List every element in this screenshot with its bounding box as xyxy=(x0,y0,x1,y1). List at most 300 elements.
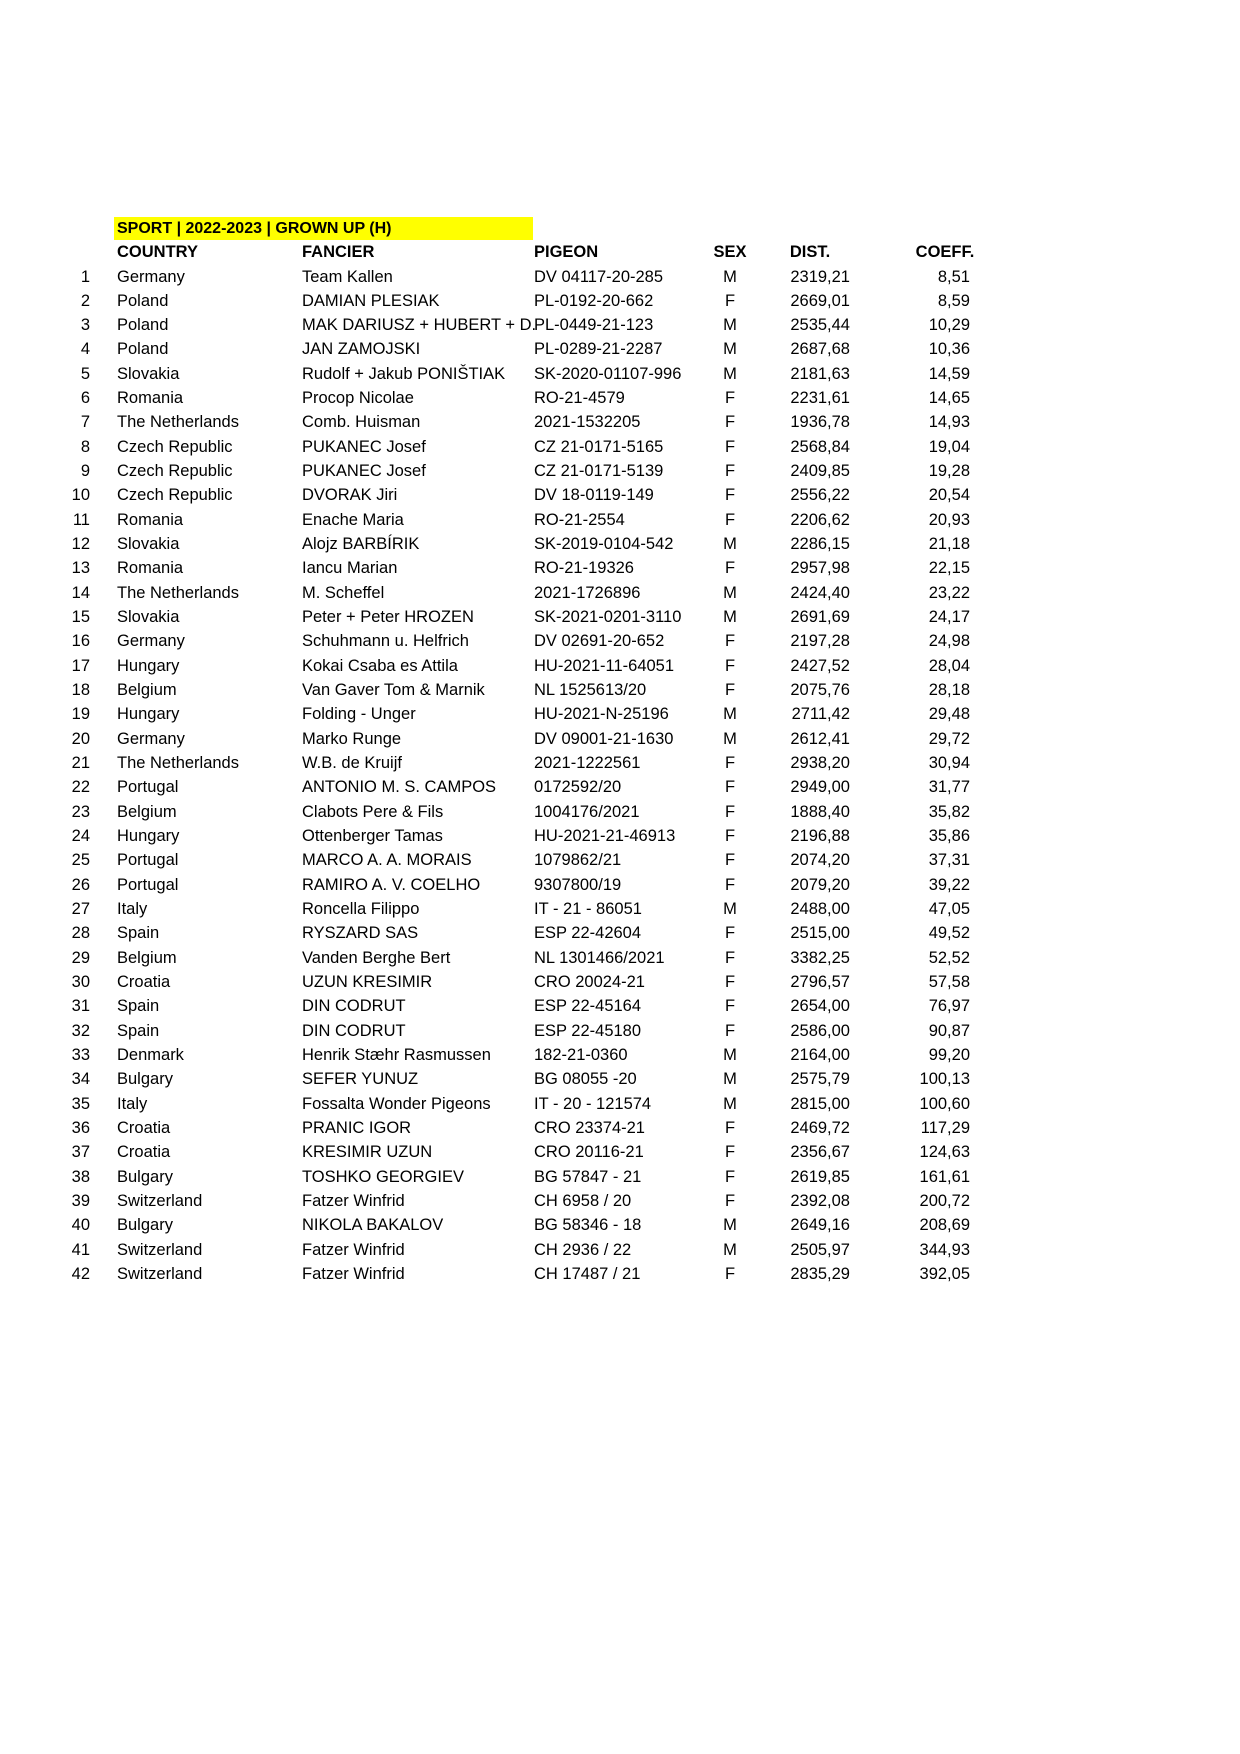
sex-cell: F xyxy=(724,754,736,773)
fancier-cell: Fatzer Winfrid xyxy=(302,1240,405,1259)
dist-cell: 2649,16 xyxy=(790,1216,850,1235)
sex-cell: F xyxy=(724,1143,736,1162)
fancier-cell: DVORAK Jiri xyxy=(302,486,398,505)
dist-cell: 2206,62 xyxy=(790,510,850,529)
sex-cell: F xyxy=(724,997,736,1016)
fancier-cell: UZUN KRESIMIR xyxy=(302,973,433,992)
table-row xyxy=(0,1213,1240,1237)
country-cell: Croatia xyxy=(117,1143,171,1162)
fancier-cell: DIN CODRUT xyxy=(302,1021,406,1040)
rank-cell: 20 xyxy=(71,729,90,748)
sex-cell: F xyxy=(724,851,736,870)
dist-cell: 2181,63 xyxy=(790,364,850,383)
fancier-cell: Alojz BARBÍRIK xyxy=(302,535,420,554)
header-pigeon: PIGEON xyxy=(534,243,599,261)
fancier-cell: Marko Runge xyxy=(302,729,402,748)
coeff-cell: 22,15 xyxy=(928,559,970,578)
fancier-cell: DIN CODRUT xyxy=(302,997,406,1016)
country-cell: The Netherlands xyxy=(117,754,239,773)
sex-cell: M xyxy=(723,1094,737,1113)
rank-cell: 19 xyxy=(71,705,90,724)
pigeon-cell: 0172592/20 xyxy=(534,778,622,797)
sex-cell: M xyxy=(723,608,737,627)
pigeon-cell: DV 02691-20-652 xyxy=(534,632,665,651)
rank-cell: 27 xyxy=(71,900,90,919)
fancier-cell: RYSZARD SAS xyxy=(302,924,419,943)
dist-cell: 2427,52 xyxy=(790,656,850,675)
pigeon-cell: CRO 20024-21 xyxy=(534,973,645,992)
table-row xyxy=(0,921,1240,945)
fancier-cell: Fatzer Winfrid xyxy=(302,1192,405,1211)
rank-cell: 18 xyxy=(71,681,90,700)
fancier-cell: Team Kallen xyxy=(302,267,393,286)
country-cell: Italy xyxy=(117,1094,148,1113)
rank-cell: 11 xyxy=(72,510,90,529)
table-row xyxy=(0,1043,1240,1067)
dist-cell: 2612,41 xyxy=(790,729,850,748)
country-cell: Belgium xyxy=(117,681,177,700)
sex-cell: F xyxy=(724,1119,736,1138)
coeff-cell: 100,13 xyxy=(919,1070,970,1089)
pigeon-cell: NL 1525613/20 xyxy=(534,681,647,700)
country-cell: Croatia xyxy=(117,973,171,992)
rank-cell: 10 xyxy=(71,486,90,505)
country-cell: Czech Republic xyxy=(117,462,233,481)
table-header xyxy=(0,240,1240,264)
rank-cell: 41 xyxy=(71,1240,90,1259)
header-coeff: COEFF. xyxy=(915,243,975,261)
fancier-cell: Fossalta Wonder Pigeons xyxy=(302,1094,491,1113)
rank-cell: 8 xyxy=(80,437,90,456)
pigeon-cell: IT - 21 - 86051 xyxy=(534,900,642,919)
country-cell: Italy xyxy=(117,900,148,919)
country-cell: Slovakia xyxy=(117,364,180,383)
rank-cell: 30 xyxy=(71,973,90,992)
rank-cell: 2 xyxy=(80,291,90,310)
coeff-cell: 30,94 xyxy=(928,754,970,773)
dist-cell: 2469,72 xyxy=(790,1119,850,1138)
coeff-cell: 392,05 xyxy=(919,1265,970,1284)
sex-cell: F xyxy=(724,291,736,310)
coeff-cell: 29,72 xyxy=(928,729,970,748)
sex-cell: F xyxy=(724,1021,736,1040)
country-cell: Czech Republic xyxy=(117,486,233,505)
fancier-cell: Van Gaver Tom & Marnik xyxy=(302,681,485,700)
pigeon-cell: RO-21-4579 xyxy=(534,389,625,408)
sex-cell: F xyxy=(724,510,736,529)
header-dist: DIST. xyxy=(789,243,831,261)
pigeon-cell: PL-0289-21-2287 xyxy=(534,340,663,359)
pigeon-cell: PL-0449-21-123 xyxy=(534,316,654,335)
pigeon-cell: BG 58346 - 18 xyxy=(534,1216,642,1235)
rank-cell: 37 xyxy=(71,1143,90,1162)
table-row xyxy=(0,508,1240,532)
sex-cell: M xyxy=(723,1216,737,1235)
dist-cell: 2488,00 xyxy=(790,900,850,919)
table-row xyxy=(0,1189,1240,1213)
pigeon-cell: IT - 20 - 121574 xyxy=(534,1094,652,1113)
rank-cell: 21 xyxy=(71,754,90,773)
dist-cell: 2286,15 xyxy=(790,535,850,554)
country-cell: Portugal xyxy=(117,778,179,797)
rank-cell: 12 xyxy=(71,535,90,554)
pigeon-cell: ESP 22-45164 xyxy=(534,997,642,1016)
country-cell: Hungary xyxy=(117,705,180,724)
table-row xyxy=(0,289,1240,313)
table-row xyxy=(0,337,1240,361)
table-row xyxy=(0,873,1240,897)
sex-cell: F xyxy=(724,413,736,432)
table-row xyxy=(0,848,1240,872)
pigeon-cell: BG 57847 - 21 xyxy=(534,1167,642,1186)
table-row xyxy=(0,605,1240,629)
table-row xyxy=(0,702,1240,726)
rank-cell: 26 xyxy=(71,875,90,894)
country-cell: Hungary xyxy=(117,827,180,846)
table-row xyxy=(0,532,1240,556)
pigeon-cell: SK-2020-01107-996 xyxy=(534,364,682,383)
country-cell: Portugal xyxy=(117,875,179,894)
rank-cell: 25 xyxy=(71,851,90,870)
coeff-cell: 10,29 xyxy=(928,316,970,335)
coeff-cell: 19,04 xyxy=(928,437,970,456)
coeff-cell: 200,72 xyxy=(919,1192,970,1211)
dist-cell: 2687,68 xyxy=(790,340,850,359)
country-cell: Poland xyxy=(117,316,169,335)
rank-cell: 31 xyxy=(71,997,90,1016)
pigeon-cell: HU-2021-21-46913 xyxy=(534,827,676,846)
country-cell: Spain xyxy=(117,924,160,943)
country-cell: Germany xyxy=(117,267,185,286)
dist-cell: 2515,00 xyxy=(790,924,850,943)
coeff-cell: 39,22 xyxy=(928,875,970,894)
pigeon-cell: DV 09001-21-1630 xyxy=(534,729,674,748)
country-cell: Switzerland xyxy=(117,1265,203,1284)
coeff-cell: 47,05 xyxy=(928,900,970,919)
pigeon-cell: BG 08055 -20 xyxy=(534,1070,637,1089)
pigeon-cell: HU-2021-N-25196 xyxy=(534,705,669,724)
fancier-cell: RAMIRO A. V. COELHO xyxy=(302,875,481,894)
country-cell: Slovakia xyxy=(117,535,180,554)
dist-cell: 2654,00 xyxy=(790,997,850,1016)
coeff-cell: 23,22 xyxy=(928,583,970,602)
sex-cell: M xyxy=(723,1046,737,1065)
dist-cell: 2164,00 xyxy=(790,1046,850,1065)
sex-cell: M xyxy=(723,583,737,602)
sex-cell: F xyxy=(724,948,736,967)
country-cell: Spain xyxy=(117,1021,160,1040)
pigeon-cell: CRO 23374-21 xyxy=(534,1119,645,1138)
dist-cell: 2691,69 xyxy=(790,608,850,627)
coeff-cell: 24,17 xyxy=(928,608,970,627)
sex-cell: F xyxy=(724,875,736,894)
rank-cell: 34 xyxy=(71,1070,90,1089)
table-row xyxy=(0,654,1240,678)
table-row xyxy=(0,775,1240,799)
pigeon-cell: NL 1301466/2021 xyxy=(534,948,665,967)
rank-cell: 36 xyxy=(71,1119,90,1138)
dist-cell: 2196,88 xyxy=(790,827,850,846)
country-cell: Belgium xyxy=(117,802,177,821)
dist-cell: 3382,25 xyxy=(790,948,850,967)
table-row xyxy=(0,1019,1240,1043)
fancier-cell: SEFER YUNUZ xyxy=(302,1070,419,1089)
country-cell: Switzerland xyxy=(117,1192,203,1211)
dist-cell: 2074,20 xyxy=(790,851,850,870)
coeff-cell: 37,31 xyxy=(928,851,970,870)
rank-cell: 22 xyxy=(71,778,90,797)
country-cell: The Netherlands xyxy=(117,583,239,602)
table-row xyxy=(0,897,1240,921)
header-fancier: FANCIER xyxy=(302,243,375,261)
coeff-cell: 90,87 xyxy=(928,1021,970,1040)
pigeon-cell: 2021-1222561 xyxy=(534,754,641,773)
rank-cell: 6 xyxy=(80,389,90,408)
table-row xyxy=(0,751,1240,775)
rank-cell: 16 xyxy=(71,632,90,651)
pigeon-cell: 2021-1726896 xyxy=(534,583,641,602)
country-cell: Romania xyxy=(117,559,184,578)
dist-cell: 2535,44 xyxy=(790,316,850,335)
coeff-cell: 35,86 xyxy=(928,827,970,846)
pigeon-cell: CH 6958 / 20 xyxy=(534,1192,632,1211)
sex-cell: M xyxy=(723,535,737,554)
table-row xyxy=(0,313,1240,337)
fancier-cell: Peter + Peter HROZEN xyxy=(302,608,474,627)
table-row xyxy=(0,1238,1240,1262)
pigeon-cell: ESP 22-42604 xyxy=(534,924,642,943)
sex-cell: F xyxy=(724,437,736,456)
sex-cell: M xyxy=(723,729,737,748)
rank-cell: 40 xyxy=(71,1216,90,1235)
country-cell: Germany xyxy=(117,632,185,651)
fancier-cell: PUKANEC Josef xyxy=(302,437,426,456)
dist-cell: 2949,00 xyxy=(790,778,850,797)
table-row xyxy=(0,727,1240,751)
fancier-cell: JAN ZAMOJSKI xyxy=(302,340,421,359)
pigeon-cell: SK-2019-0104-542 xyxy=(534,535,674,554)
table-row xyxy=(0,1262,1240,1286)
table-row xyxy=(0,1140,1240,1164)
table-row xyxy=(0,629,1240,653)
fancier-cell: MARCO A. A. MORAIS xyxy=(302,851,472,870)
country-cell: Bulgary xyxy=(117,1216,173,1235)
country-cell: Germany xyxy=(117,729,185,748)
sex-cell: F xyxy=(724,802,736,821)
pigeon-cell: RO-21-2554 xyxy=(534,510,625,529)
table-row xyxy=(0,824,1240,848)
coeff-cell: 14,93 xyxy=(928,413,970,432)
fancier-cell: MAK DARIUSZ + HUBERT + D. xyxy=(302,316,537,335)
fancier-cell: KRESIMIR UZUN xyxy=(302,1143,433,1162)
dist-cell: 2356,67 xyxy=(790,1143,850,1162)
pigeon-cell: CZ 21-0171-5139 xyxy=(534,462,664,481)
coeff-cell: 117,29 xyxy=(920,1119,970,1138)
fancier-cell: Kokai Csaba es Attila xyxy=(302,656,458,675)
country-cell: Romania xyxy=(117,389,184,408)
header-sex: SEX xyxy=(713,243,747,261)
country-cell: Poland xyxy=(117,340,169,359)
dist-cell: 2505,97 xyxy=(790,1240,850,1259)
sex-cell: M xyxy=(723,900,737,919)
sex-cell: F xyxy=(724,1265,736,1284)
pigeon-cell: HU-2021-11-64051 xyxy=(534,656,675,675)
table-row xyxy=(0,1116,1240,1140)
dist-cell: 2575,79 xyxy=(790,1070,850,1089)
sex-cell: M xyxy=(723,1070,737,1089)
pigeon-cell: PL-0192-20-662 xyxy=(534,291,654,310)
fancier-cell: Rudolf + Jakub PONIŠTIAK xyxy=(302,364,506,383)
sex-cell: M xyxy=(723,316,737,335)
fancier-cell: Comb. Huisman xyxy=(302,413,421,432)
pigeon-cell: 1004176/2021 xyxy=(534,802,640,821)
pigeon-cell: CH 2936 / 22 xyxy=(534,1240,632,1259)
table-row xyxy=(0,265,1240,289)
table-row xyxy=(0,800,1240,824)
sex-cell: F xyxy=(724,827,736,846)
pigeon-cell: DV 04117-20-285 xyxy=(534,267,664,286)
dist-cell: 2669,01 xyxy=(790,291,850,310)
fancier-cell: Enache Maria xyxy=(302,510,404,529)
country-cell: Spain xyxy=(117,997,160,1016)
dist-cell: 2835,29 xyxy=(790,1265,850,1284)
rank-cell: 38 xyxy=(71,1167,90,1186)
sex-cell: M xyxy=(723,1240,737,1259)
table-row xyxy=(0,1165,1240,1189)
fancier-cell: ANTONIO M. S. CAMPOS xyxy=(302,778,497,797)
pigeon-cell: SK-2021-0201-3110 xyxy=(534,608,682,627)
rank-cell: 29 xyxy=(71,948,90,967)
coeff-cell: 19,28 xyxy=(928,462,970,481)
pigeon-cell: CRO 20116-21 xyxy=(534,1143,644,1162)
country-cell: Slovakia xyxy=(117,608,180,627)
table-row xyxy=(0,970,1240,994)
rank-cell: 17 xyxy=(71,656,90,675)
dist-cell: 2711,42 xyxy=(791,705,850,724)
sheet-title: SPORT | 2022-2023 | GROWN UP (H) xyxy=(117,220,392,237)
coeff-cell: 8,59 xyxy=(937,291,970,310)
rank-cell: 14 xyxy=(71,583,90,602)
coeff-cell: 208,69 xyxy=(919,1216,970,1235)
pigeon-cell: DV 18-0119-149 xyxy=(534,486,654,505)
fancier-cell: Ottenberger Tamas xyxy=(302,827,443,846)
coeff-cell: 76,97 xyxy=(928,997,970,1016)
table-row xyxy=(0,1092,1240,1116)
fancier-cell: Roncella Filippo xyxy=(302,900,420,919)
fancier-cell: Procop Nicolae xyxy=(302,389,414,408)
pigeon-cell: 1079862/21 xyxy=(534,851,622,870)
fancier-cell: Schuhmann u. Helfrich xyxy=(302,632,469,651)
rank-cell: 13 xyxy=(71,559,90,578)
dist-cell: 2409,85 xyxy=(790,462,850,481)
country-cell: Hungary xyxy=(117,656,180,675)
pigeon-cell: ESP 22-45180 xyxy=(534,1021,642,1040)
rank-cell: 39 xyxy=(71,1192,90,1211)
rank-cell: 4 xyxy=(80,340,90,359)
sex-cell: F xyxy=(724,681,736,700)
sex-cell: F xyxy=(724,924,736,943)
country-cell: Portugal xyxy=(117,851,179,870)
dist-cell: 2568,84 xyxy=(790,437,850,456)
dist-cell: 2197,28 xyxy=(790,632,850,651)
country-cell: Romania xyxy=(117,510,184,529)
dist-cell: 2231,61 xyxy=(790,389,850,408)
dist-cell: 2957,98 xyxy=(790,559,850,578)
pigeon-cell: CZ 21-0171-5165 xyxy=(534,437,664,456)
dist-cell: 1888,40 xyxy=(790,802,850,821)
coeff-cell: 57,58 xyxy=(928,973,970,992)
coeff-cell: 14,59 xyxy=(928,364,970,383)
country-cell: Bulgary xyxy=(117,1167,173,1186)
country-cell: Czech Republic xyxy=(117,437,233,456)
fancier-cell: Fatzer Winfrid xyxy=(302,1265,405,1284)
table-row xyxy=(0,556,1240,580)
fancier-cell: PRANIC IGOR xyxy=(302,1119,412,1138)
sex-cell: F xyxy=(724,973,736,992)
sex-cell: M xyxy=(723,340,737,359)
country-cell: Bulgary xyxy=(117,1070,173,1089)
coeff-cell: 8,51 xyxy=(937,267,970,286)
rank-cell: 7 xyxy=(80,413,90,432)
dist-cell: 2938,20 xyxy=(790,754,850,773)
dist-cell: 1936,78 xyxy=(790,413,850,432)
dist-cell: 2392,08 xyxy=(790,1192,850,1211)
pigeon-cell: RO-21-19326 xyxy=(534,559,634,578)
country-cell: Croatia xyxy=(117,1119,171,1138)
table-row xyxy=(0,994,1240,1018)
coeff-cell: 10,36 xyxy=(928,340,970,359)
coeff-cell: 20,54 xyxy=(928,486,970,505)
sex-cell: F xyxy=(724,1192,736,1211)
dist-cell: 2075,76 xyxy=(790,681,850,700)
rank-cell: 32 xyxy=(71,1021,90,1040)
pigeon-cell: 2021-1532205 xyxy=(534,413,641,432)
coeff-cell: 49,52 xyxy=(928,924,970,943)
table-row xyxy=(0,483,1240,507)
sex-cell: F xyxy=(724,1167,736,1186)
table-row xyxy=(0,581,1240,605)
pigeon-cell: 9307800/19 xyxy=(534,875,622,894)
rank-cell: 24 xyxy=(71,827,90,846)
coeff-cell: 24,98 xyxy=(928,632,970,651)
dist-cell: 2424,40 xyxy=(790,583,850,602)
table-row xyxy=(0,1067,1240,1091)
coeff-cell: 99,20 xyxy=(928,1046,970,1065)
coeff-cell: 29,48 xyxy=(928,705,970,724)
country-cell: Belgium xyxy=(117,948,177,967)
fancier-cell: Vanden Berghe Bert xyxy=(302,948,451,967)
coeff-cell: 35,82 xyxy=(928,802,970,821)
fancier-cell: TOSHKO GEORGIEV xyxy=(302,1167,464,1186)
rank-cell: 33 xyxy=(71,1046,90,1065)
header-country: COUNTRY xyxy=(117,243,198,261)
rank-cell: 28 xyxy=(71,924,90,943)
sex-cell: F xyxy=(724,389,736,408)
rank-cell: 9 xyxy=(80,462,90,481)
fancier-cell: Iancu Marian xyxy=(302,559,398,578)
table-row xyxy=(0,386,1240,410)
coeff-cell: 28,18 xyxy=(928,681,970,700)
country-cell: Switzerland xyxy=(117,1240,203,1259)
sex-cell: M xyxy=(723,267,737,286)
fancier-cell: PUKANEC Josef xyxy=(302,462,426,481)
pigeon-cell: 182-21-0360 xyxy=(534,1046,628,1065)
sex-cell: F xyxy=(724,632,736,651)
coeff-cell: 31,77 xyxy=(928,778,970,797)
table-row xyxy=(0,410,1240,434)
sex-cell: F xyxy=(724,486,736,505)
coeff-cell: 21,18 xyxy=(928,535,970,554)
